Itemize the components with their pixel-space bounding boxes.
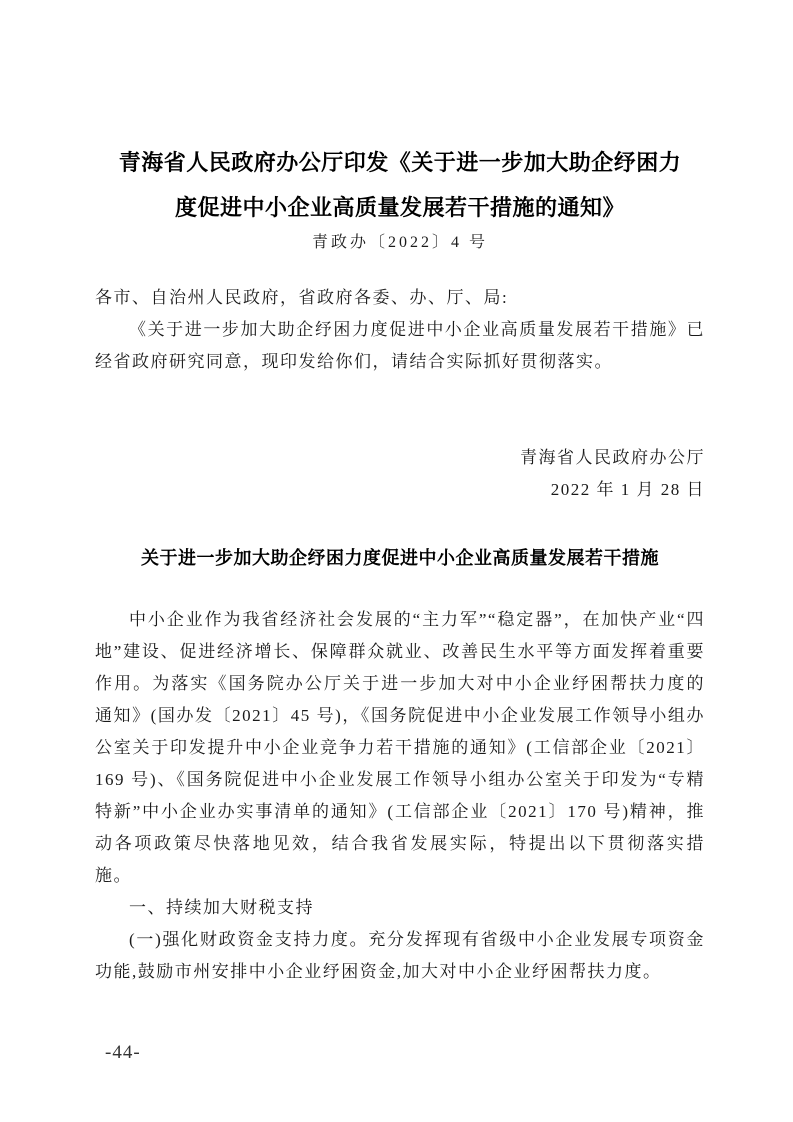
document-title-line1: 青海省人民政府办公厅印发《关于进一步加大助企纾困力 xyxy=(118,150,682,175)
section-1-item-1: (一)强化财政资金支持力度。充分发挥现有省级中小企业发展专项资金功能,鼓励市州安排中小企业纾困资金,加大对中小企业纾困帮扶力度。 xyxy=(95,930,705,981)
document-title xyxy=(95,140,705,230)
signature-date: 2022 年 1 月 28 日 xyxy=(550,480,705,499)
signature-block xyxy=(95,442,705,506)
page-number: -44- xyxy=(105,1042,141,1063)
forwarding-paragraph: 《关于进一步加大助企纾困力度促进中小企业高质量发展若干措施》已经省政府研究同意，现印发给你们，请结合实际抓好贯彻落实。 xyxy=(95,320,705,371)
intro-paragraph: 中小企业作为我省经济社会发展的“主力军”“稳定器”，在加快产业“四地”建设、促进经济增长、保障群众就业、改善民生水平等方面发挥着重要作用。为落实《国务院办公厅关于进一步加大对中小企业纾困帮扶力度的通知》(国办发〔2021〕45 号)，《国务院促进中小企业发展工作领导小组办公室关于印发提升中小企业竞争力若干措施的通知》(工信部企业〔2021〕169 号)、《国务院促进中小企业发展工作领导小组办公室关于印发为“专精特新”中小企业办实事清单的通知》(工信部企业〔2021〕170 号)精神，推动各项政策尽快落地见效，结合我省发展实际，特提出以下贯彻落实措施。 xyxy=(95,610,705,885)
document-number: 青政办〔2022〕4 号 xyxy=(311,234,488,251)
section-1-heading: 一、持续加大财税支持 xyxy=(129,898,314,917)
salutation-line: 各市、自治州人民政府，省政府各委、办、厅、局: xyxy=(95,288,509,307)
signature-issuer: 青海省人民政府办公厅 xyxy=(520,448,705,467)
document-title-line2: 度促进中小企业高质量发展若干措施的通知》 xyxy=(174,195,625,220)
attachment-title: 关于进一步加大助企纾困力度促进中小企业高质量发展若干措施 xyxy=(141,548,659,568)
